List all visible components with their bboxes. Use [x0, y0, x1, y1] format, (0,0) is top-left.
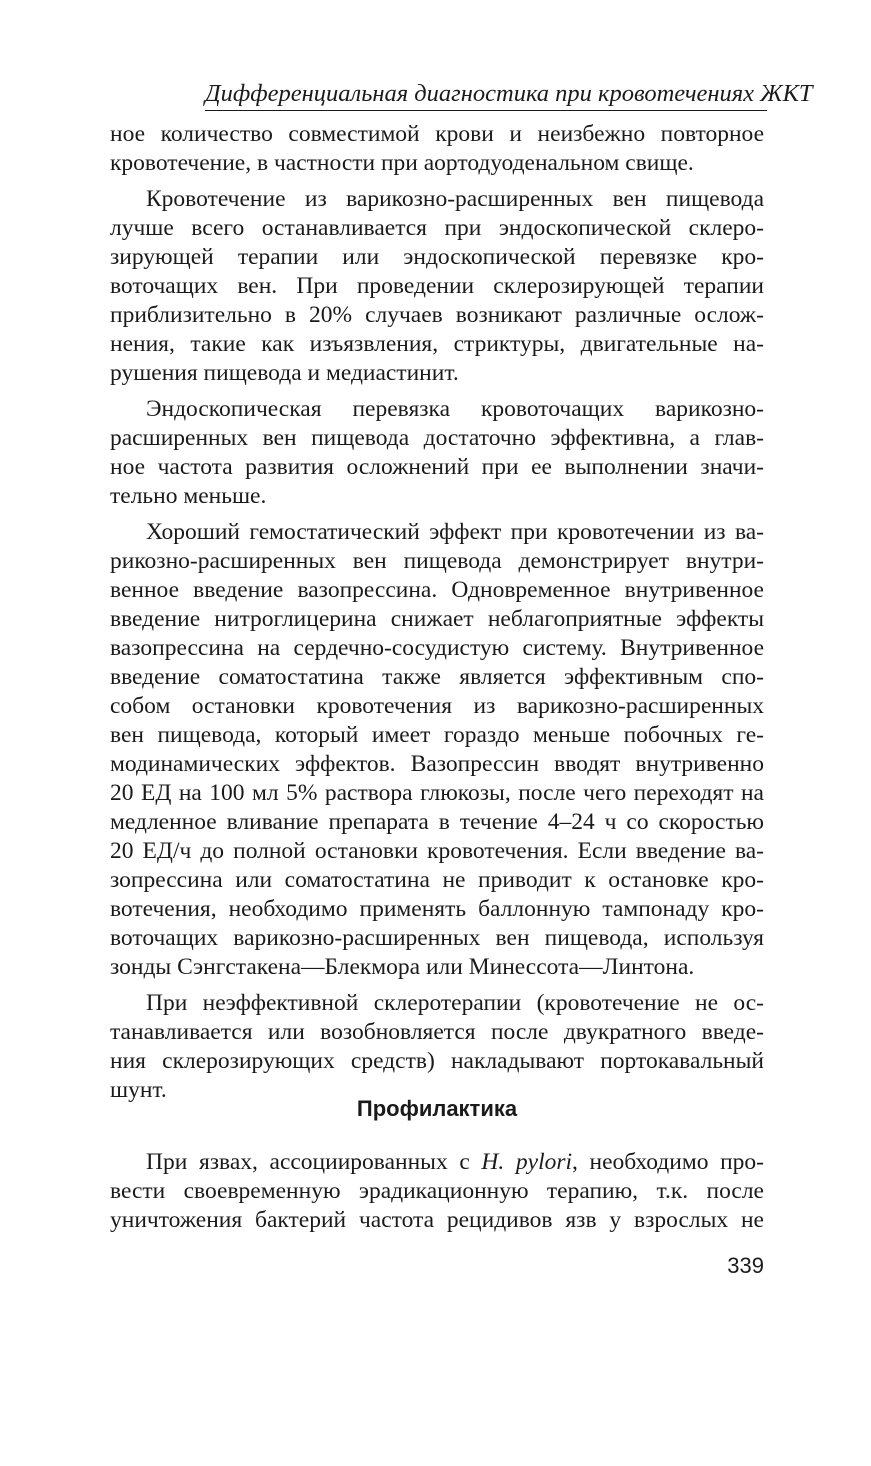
text-line: зопрессина или соматостатина не приводит к остановке кро-	[110, 867, 764, 893]
text-line: шунт.	[110, 1077, 167, 1103]
section-heading: Профилактика	[356, 1096, 518, 1121]
running-head-rule	[205, 110, 767, 111]
page-number: 339	[727, 1253, 764, 1278]
text-line: воточащих вен. При проведении склерозирующей терапии	[110, 273, 764, 299]
text-line	[110, 1148, 764, 1177]
text-line: нения, такие как изъязвления, стриктуры, двигательные на-	[110, 331, 764, 357]
text-line: тельно меньше.	[110, 483, 267, 509]
text-line: лучше всего останавливается при эндоскопической склеро-	[110, 215, 764, 241]
text-line: ное частота развития осложнений при ее выполнении значи-	[110, 454, 764, 480]
text-line: ния склерозирующих средств) накладывают портокавальный	[110, 1048, 764, 1074]
text-line: зонды Сэнгстакена—Блекмора или Минессота—Линтона.	[110, 954, 695, 980]
text-fragment: , необходимо про-	[572, 1149, 764, 1175]
main-text	[110, 120, 764, 1112]
text-line: собом остановки кровотечения из варикозно-расширенных	[110, 693, 764, 719]
text-line: Эндоскопическая перевязка кровоточащих варикозно-	[146, 396, 764, 422]
text-line: ное количество совместимой крови и неизбежно повторное	[110, 121, 764, 147]
text-line: вен пищевода, который имеет гораздо меньше побочных ге-	[110, 722, 764, 748]
species-name: H. pylori	[481, 1149, 573, 1175]
text-line: 20 ЕД на 100 мл 5% раствора глюкозы, после чего переходят на	[110, 780, 764, 806]
paragraph-2	[110, 185, 764, 388]
text-line: медленное вливание препарата в течение 4–24 ч со скоростью	[110, 809, 764, 835]
text-line: зирующей терапии или эндоскопической перевязке кро-	[110, 244, 764, 270]
text-line: вотечения, необходимо применять баллонную тампонаду кро-	[110, 896, 764, 922]
text-line: кровотечение, в частности при аортодуоденальном свище.	[110, 150, 694, 176]
text-line: танавливается или возобновляется после двукратного введе-	[110, 1019, 764, 1045]
paragraph-5	[110, 989, 764, 1105]
paragraph-prevention	[110, 1148, 764, 1235]
text-line: приблизительно в 20% случаев возникают различные ослож-	[110, 302, 764, 328]
prevention-text	[110, 1148, 764, 1242]
text-line: 20 ЕД/ч до полной остановки кровотечения. Если введение ва-	[110, 838, 764, 864]
text-line: вести своевременную эрадикационную терапию, т.к. после	[110, 1178, 764, 1204]
text-line: модинамических эффектов. Вазопрессин вводят внутривенно	[110, 751, 764, 777]
text-line: уничтожения бактерий частота рецидивов язв у взрослых не	[110, 1207, 764, 1233]
text-line: воточащих варикозно-расширенных вен пищевода, используя	[110, 925, 764, 951]
text-fragment: При язвах, ассоциированных с	[146, 1149, 482, 1175]
paragraph-3	[110, 395, 764, 511]
text-line: расширенных вен пищевода достаточно эффективна, а глав-	[110, 425, 764, 451]
text-line: При неэффективной склеротерапии (кровотечение не ос-	[146, 990, 764, 1016]
text-line: Кровотечение из варикозно-расширенных вен пищевода	[146, 186, 764, 212]
paragraph-1	[110, 120, 764, 178]
text-line: Хороший гемостатический эффект при кровотечении из ва-	[146, 519, 764, 545]
running-head: Дифференциальная диагностика при кровотечениях ЖКТ	[205, 80, 813, 107]
paragraph-4	[110, 518, 764, 982]
text-line: венное введение вазопрессина. Одновременное внутривенное	[110, 577, 764, 603]
text-line: вазопрессина на сердечно-сосудистую систему. Внутривенное	[110, 635, 764, 661]
text-line: рикозно-расширенных вен пищевода демонстрирует внутри-	[110, 548, 764, 574]
text-line: рушения пищевода и медиастинит.	[110, 360, 459, 386]
text-line: введение соматостатина также является эффективным спо-	[110, 664, 764, 690]
text-line: введение нитроглицерина снижает неблагоприятные эффекты	[110, 606, 764, 632]
